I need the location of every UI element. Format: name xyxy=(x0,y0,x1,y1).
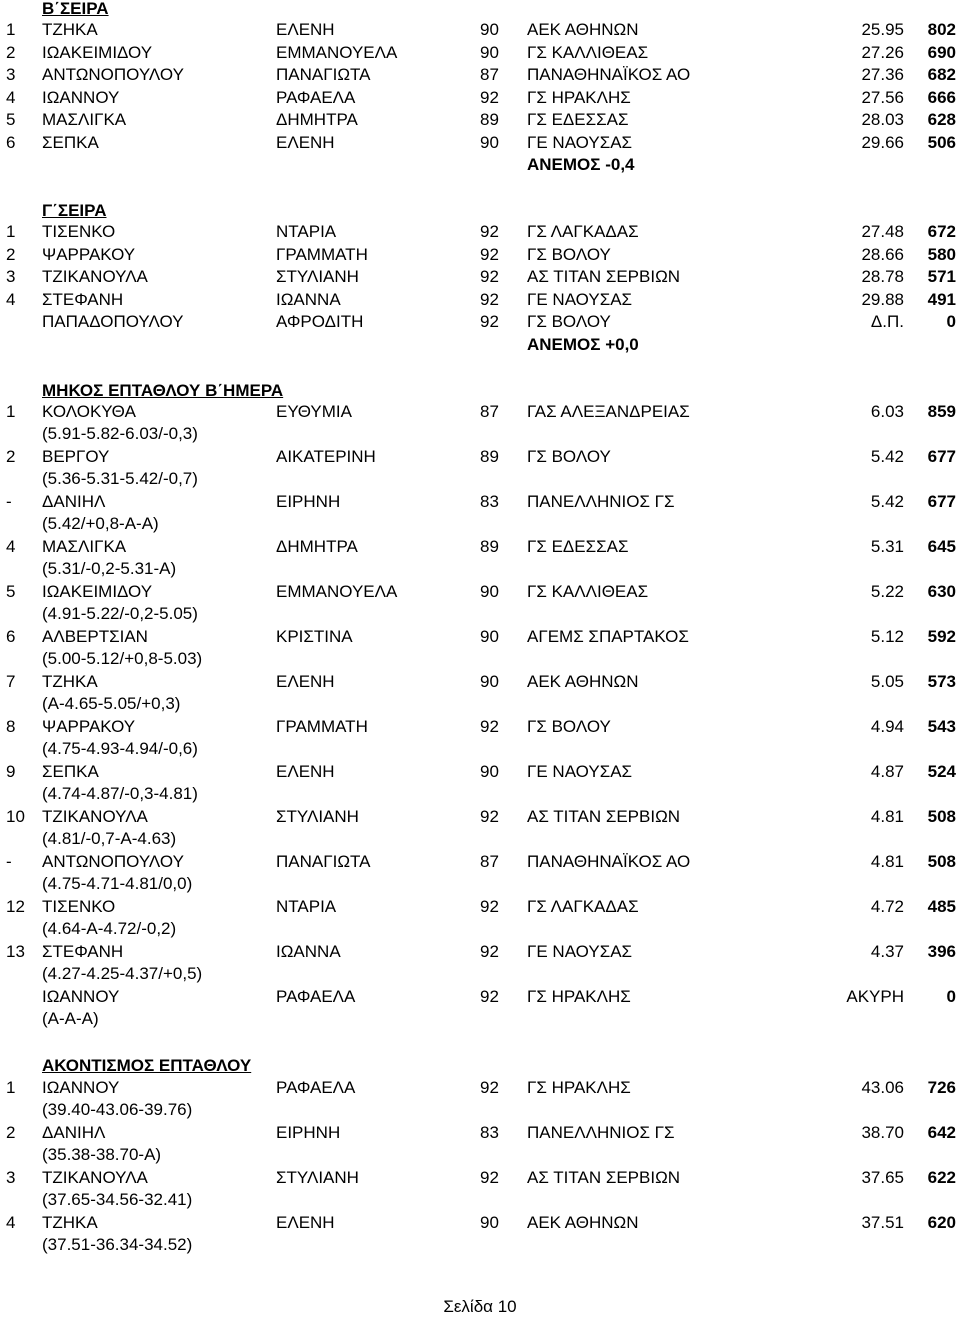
club-cell: ΓΣ ΗΡΑΚΛΗΣ xyxy=(527,987,631,1006)
rank-cell: 4 xyxy=(6,1213,16,1232)
result-cell: 5.31 xyxy=(870,537,904,556)
firstname-cell: ΕΙΡΗΝΗ xyxy=(276,492,341,511)
club-cell: ΠΑΝΑΘΗΝΑΪΚΟΣ ΑΟ xyxy=(527,852,691,871)
surname-cell: ΔΑΝΙΗΛ xyxy=(42,1123,106,1142)
attempts-detail: (5.91-5.82-6.03/-0,3) xyxy=(42,424,198,443)
surname-cell: ΜΑΣΛΙΓΚΑ xyxy=(42,537,127,556)
surname-cell: ΣΕΠΚΑ xyxy=(42,762,99,781)
birth-year-cell: 89 xyxy=(480,447,499,466)
result-cell: 37.65 xyxy=(861,1168,904,1187)
attempts-detail: (4.81/-0,7-Α-4.63) xyxy=(42,829,177,848)
attempts-detail: (5.00-5.12/+0,8-5.03) xyxy=(42,649,203,668)
club-cell: ΠΑΝΕΛΛΗΝΙΟΣ ΓΣ xyxy=(527,1123,675,1142)
club-cell: ΑΣ ΤΙΤΑΝ ΣΕΡΒΙΩΝ xyxy=(527,1168,681,1187)
table-row xyxy=(0,536,960,558)
firstname-cell: ΑΦΡΟΔΙΤΗ xyxy=(276,312,364,331)
club-cell: ΑΓΕΜΣ ΣΠΑΡΤΑΚΟΣ xyxy=(527,627,689,646)
attempts-detail-row xyxy=(0,603,960,625)
firstname-cell: ΓΡΑΜΜΑΤΗ xyxy=(276,244,368,264)
firstname-cell: ΣΤΥΛΙΑΝΗ xyxy=(276,1168,359,1187)
surname-cell: ΤΙΣΕΝΚΟ xyxy=(42,897,116,916)
result-cell: Δ.Π. xyxy=(870,312,904,331)
club-cell: ΓΕ ΝΑΟΥΣΑΣ xyxy=(527,289,633,309)
rank-cell: 10 xyxy=(6,807,25,826)
attempts-detail: (37.65-34.56-32.41) xyxy=(42,1190,193,1209)
points-cell: 726 xyxy=(927,1078,956,1097)
surname-cell: ΑΝΤΩΝΟΠΟΥΛΟΥ xyxy=(42,65,184,84)
table-row xyxy=(0,42,960,64)
surname-cell: ΙΩΑΚΕΙΜΙΔΟΥ xyxy=(42,42,153,62)
result-cell: 37.51 xyxy=(861,1213,904,1232)
attempts-detail: (39.40-43.06-39.76) xyxy=(42,1100,193,1119)
points-cell: 677 xyxy=(927,447,956,466)
table-row xyxy=(0,446,960,468)
surname-cell: ΑΝΤΩΝΟΠΟΥΛΟΥ xyxy=(42,852,184,871)
club-cell: ΓΣ ΒΟΛΟΥ xyxy=(527,244,611,264)
attempts-detail: (4.74-4.87/-0,3-4.81) xyxy=(42,784,198,803)
points-cell: 859 xyxy=(927,402,956,421)
attempts-detail: (5.42/+0,8-Α-Α) xyxy=(42,514,159,533)
firstname-cell: ΙΩΑΝΝΑ xyxy=(276,942,341,961)
wind-reading-text: ΑΝΕΜΟΣ +0,0 xyxy=(527,335,639,354)
club-cell: ΑΣ ΤΙΤΑΝ ΣΕΡΒΙΩΝ xyxy=(527,807,681,826)
club-cell: ΓΣ ΒΟΛΟΥ xyxy=(527,447,611,466)
attempts-detail-row xyxy=(0,1144,960,1166)
birth-year-cell: 83 xyxy=(480,492,499,511)
points-cell: 690 xyxy=(927,42,956,62)
points-cell: 543 xyxy=(927,717,956,736)
firstname-cell: ΡΑΦΑΕΛΑ xyxy=(276,1078,356,1097)
result-cell: 4.87 xyxy=(870,762,904,781)
firstname-cell: ΕΜΜΑΝΟΥΕΛΑ xyxy=(276,42,398,62)
club-cell: ΠΑΝΕΛΛΗΝΙΟΣ ΓΣ xyxy=(527,492,675,511)
table-row xyxy=(0,244,960,266)
club-cell: ΓΣ ΚΑΛΛΙΘΕΑΣ xyxy=(527,42,649,62)
birth-year-cell: 92 xyxy=(480,807,499,826)
table-row xyxy=(0,1212,960,1234)
table-row xyxy=(0,896,960,918)
points-cell: 802 xyxy=(927,20,956,39)
surname-cell: ΤΖΙΚΑΝΟΥΛΑ xyxy=(42,1168,148,1187)
page-footer: Σελίδα 10 xyxy=(443,1297,517,1316)
section-title-text: Γ΄ΣΕΙΡΑ xyxy=(42,201,107,220)
birth-year-cell: 92 xyxy=(480,222,499,241)
result-cell: 5.42 xyxy=(870,447,904,466)
surname-cell: ΙΩΑΝΝΟΥ xyxy=(42,1078,120,1097)
points-cell: 508 xyxy=(927,852,956,871)
result-cell: 27.56 xyxy=(861,87,904,107)
table-row xyxy=(0,986,960,1008)
result-cell: 4.72 xyxy=(870,897,904,916)
points-cell: 524 xyxy=(927,762,956,781)
surname-cell: ΨΑΡΡΑΚΟΥ xyxy=(42,717,136,736)
wind-reading xyxy=(0,334,960,356)
club-cell: ΓΣ ΗΡΑΚΛΗΣ xyxy=(527,87,631,107)
rank-cell: 1 xyxy=(6,402,16,421)
firstname-cell: ΔΗΜΗΤΡΑ xyxy=(276,110,358,129)
club-cell: ΓΣ ΒΟΛΟΥ xyxy=(527,717,611,736)
birth-year-cell: 92 xyxy=(480,987,499,1006)
points-cell: 485 xyxy=(927,897,956,916)
rank-cell: 7 xyxy=(6,672,16,691)
result-cell: 38.70 xyxy=(861,1123,904,1142)
birth-year-cell: 90 xyxy=(480,672,499,691)
attempts-detail-row xyxy=(0,963,960,985)
firstname-cell: ΣΤΥΛΙΑΝΗ xyxy=(276,807,359,826)
points-cell: 580 xyxy=(927,244,956,264)
attempts-detail-row xyxy=(0,1008,960,1030)
club-cell: ΑΕΚ ΑΘΗΝΩΝ xyxy=(527,672,639,691)
table-row xyxy=(0,941,960,963)
result-cell: 5.05 xyxy=(870,672,904,691)
result-cell: 6.03 xyxy=(870,402,904,421)
result-cell: 27.48 xyxy=(861,222,904,241)
firstname-cell: ΕΛΕΝΗ xyxy=(276,20,335,39)
birth-year-cell: 87 xyxy=(480,402,499,421)
attempts-detail-row xyxy=(0,558,960,580)
surname-cell: ΙΩΑΚΕΙΜΙΔΟΥ xyxy=(42,582,153,601)
attempts-detail-row xyxy=(0,873,960,895)
attempts-detail-row xyxy=(0,738,960,760)
club-cell: ΑΕΚ ΑΘΗΝΩΝ xyxy=(527,1213,639,1232)
club-cell: ΓΕ ΝΑΟΥΣΑΣ xyxy=(527,132,633,152)
surname-cell: ΙΩΑΝΝΟΥ xyxy=(42,87,120,107)
surname-cell: ΜΑΣΛΙΓΚΑ xyxy=(42,110,127,129)
birth-year-cell: 87 xyxy=(480,852,499,871)
rank-cell: 1 xyxy=(6,1078,16,1097)
surname-cell: ΣΤΕΦΑΝΗ xyxy=(42,289,124,309)
birth-year-cell: 89 xyxy=(480,537,499,556)
table-row xyxy=(0,87,960,109)
result-cell: 29.88 xyxy=(861,289,904,309)
rank-cell: 3 xyxy=(6,267,16,286)
attempts-detail-row xyxy=(0,513,960,535)
birth-year-cell: 90 xyxy=(480,627,499,646)
firstname-cell: ΕΛΕΝΗ xyxy=(276,1213,335,1232)
points-cell: 620 xyxy=(927,1213,956,1232)
surname-cell: ΤΖΙΚΑΝΟΥΛΑ xyxy=(42,807,148,826)
birth-year-cell: 89 xyxy=(480,110,499,129)
birth-year-cell: 87 xyxy=(480,65,499,84)
surname-cell: ΒΕΡΓΟΥ xyxy=(42,447,110,466)
surname-cell: ΚΟΛΟΚΥΘΑ xyxy=(42,402,136,421)
result-cell: ΑΚΥΡΗ xyxy=(846,987,904,1006)
section-title-text: Β΄ΣΕΙΡΑ xyxy=(42,0,109,18)
firstname-cell: ΡΑΦΑΕΛΑ xyxy=(276,87,356,107)
points-cell: 592 xyxy=(927,627,956,646)
attempts-detail: (4.75-4.93-4.94/-0,6) xyxy=(42,739,198,758)
table-row xyxy=(0,851,960,873)
table-row xyxy=(0,761,960,783)
firstname-cell: ΡΑΦΑΕΛΑ xyxy=(276,987,356,1006)
firstname-cell: ΙΩΑΝΝΑ xyxy=(276,289,341,309)
rank-cell: 8 xyxy=(6,717,16,736)
surname-cell: ΤΖΗΚΑ xyxy=(42,672,98,691)
points-cell: 672 xyxy=(927,222,956,241)
club-cell: ΓΣ ΛΑΓΚΑΔΑΣ xyxy=(527,897,639,916)
surname-cell: ΤΖΙΚΑΝΟΥΛΑ xyxy=(42,267,148,286)
table-row xyxy=(0,109,960,131)
result-cell: 28.03 xyxy=(861,110,904,129)
firstname-cell: ΝΤΑΡΙΑ xyxy=(276,222,337,241)
result-cell: 28.66 xyxy=(861,244,904,264)
attempts-detail-row xyxy=(0,468,960,490)
attempts-detail: (5.31/-0,2-5.31-Α) xyxy=(42,559,177,578)
birth-year-cell: 92 xyxy=(480,1168,499,1187)
points-cell: 628 xyxy=(927,110,956,129)
attempts-detail: (5.36-5.31-5.42/-0,7) xyxy=(42,469,198,488)
section-title xyxy=(0,0,960,20)
birth-year-cell: 92 xyxy=(480,244,499,264)
attempts-detail: (37.51-36.34-34.52) xyxy=(42,1235,193,1254)
firstname-cell: ΠΑΝΑΓΙΩΤΑ xyxy=(276,65,371,84)
club-cell: ΓΑΣ ΑΛΕΞΑΝΔΡΕΙΑΣ xyxy=(527,402,690,421)
rank-cell: 2 xyxy=(6,1123,16,1142)
rank-cell: 6 xyxy=(6,132,16,152)
birth-year-cell: 92 xyxy=(480,267,499,286)
surname-cell: ΔΑΝΙΗΛ xyxy=(42,492,106,511)
attempts-detail: (4.91-5.22/-0,2-5.05) xyxy=(42,604,198,623)
table-row xyxy=(0,806,960,828)
section-title-text: ΑΚΟΝΤΙΣΜΟΣ ΕΠΤΑΘΛΟΥ xyxy=(42,1056,252,1075)
birth-year-cell: 90 xyxy=(480,1213,499,1232)
surname-cell: ΣΕΠΚΑ xyxy=(42,132,99,152)
attempts-detail-row xyxy=(0,1099,960,1121)
points-cell: 506 xyxy=(927,132,956,152)
firstname-cell: ΚΡΙΣΤΙΝΑ xyxy=(276,627,353,646)
rank-cell: 5 xyxy=(6,110,16,129)
wind-reading-text: ΑΝΕΜΟΣ -0,4 xyxy=(527,155,635,174)
result-cell: 4.94 xyxy=(870,717,904,736)
firstname-cell: ΕΙΡΗΝΗ xyxy=(276,1123,341,1142)
attempts-detail-row xyxy=(0,828,960,850)
points-cell: 630 xyxy=(927,582,956,601)
points-cell: 0 xyxy=(946,987,956,1006)
rank-cell: 3 xyxy=(6,1168,16,1187)
birth-year-cell: 90 xyxy=(480,20,499,39)
birth-year-cell: 92 xyxy=(480,312,499,331)
birth-year-cell: 92 xyxy=(480,289,499,309)
club-cell: ΑΕΚ ΑΘΗΝΩΝ xyxy=(527,20,639,39)
attempts-detail-row xyxy=(0,1234,960,1256)
section-title-text: ΜΗΚΟΣ ΕΠΤΑΘΛΟΥ Β΄ΗΜΕΡΑ xyxy=(42,381,284,400)
table-row xyxy=(0,19,960,41)
rank-cell: 4 xyxy=(6,289,16,309)
rank-cell: 2 xyxy=(6,244,16,264)
table-row xyxy=(0,266,960,288)
result-cell: 4.37 xyxy=(870,942,904,961)
table-row xyxy=(0,626,960,648)
points-cell: 642 xyxy=(927,1123,956,1142)
result-cell: 4.81 xyxy=(870,807,904,826)
rank-cell: 1 xyxy=(6,20,16,39)
club-cell: ΓΣ ΛΑΓΚΑΔΑΣ xyxy=(527,222,639,241)
attempts-detail-row xyxy=(0,648,960,670)
birth-year-cell: 90 xyxy=(480,42,499,62)
firstname-cell: ΑΙΚΑΤΕΡΙΝΗ xyxy=(276,447,376,466)
points-cell: 677 xyxy=(927,492,956,511)
firstname-cell: ΕΛΕΝΗ xyxy=(276,672,335,691)
attempts-detail-row xyxy=(0,783,960,805)
points-cell: 491 xyxy=(927,289,956,309)
section-title xyxy=(0,200,960,222)
attempts-detail: (4.75-4.71-4.81/0,0) xyxy=(42,874,193,893)
points-cell: 622 xyxy=(927,1168,956,1187)
result-cell: 4.81 xyxy=(870,852,904,871)
rank-cell: 13 xyxy=(6,942,25,961)
attempts-detail: (Α-Α-Α) xyxy=(42,1009,99,1028)
surname-cell: ΠΑΠΑΔΟΠΟΥΛΟΥ xyxy=(42,312,184,331)
wind-reading xyxy=(0,154,960,176)
club-cell: ΓΣ ΕΔΕΣΣΑΣ xyxy=(527,537,629,556)
surname-cell: ΙΩΑΝΝΟΥ xyxy=(42,987,120,1006)
club-cell: ΓΣ ΕΔΕΣΣΑΣ xyxy=(527,110,629,129)
result-cell: 25.95 xyxy=(861,20,904,39)
club-cell: ΓΣ ΚΑΛΛΙΘΕΑΣ xyxy=(527,582,649,601)
table-row xyxy=(0,311,960,333)
section-title xyxy=(0,380,960,402)
result-cell: 5.12 xyxy=(870,627,904,646)
surname-cell: ΤΖΗΚΑ xyxy=(42,20,98,39)
rank-cell: 1 xyxy=(6,222,16,241)
points-cell: 573 xyxy=(927,672,956,691)
table-row xyxy=(0,64,960,86)
birth-year-cell: 92 xyxy=(480,717,499,736)
attempts-detail-row xyxy=(0,423,960,445)
birth-year-cell: 90 xyxy=(480,132,499,152)
club-cell: ΓΕ ΝΑΟΥΣΑΣ xyxy=(527,762,633,781)
result-cell: 5.22 xyxy=(870,582,904,601)
rank-cell: 6 xyxy=(6,627,16,646)
birth-year-cell: 92 xyxy=(480,897,499,916)
rank-cell: 5 xyxy=(6,582,16,601)
club-cell: ΓΣ ΒΟΛΟΥ xyxy=(527,312,611,331)
result-cell: 5.42 xyxy=(870,492,904,511)
rank-cell: 4 xyxy=(6,537,16,556)
surname-cell: ΤΙΣΕΝΚΟ xyxy=(42,222,116,241)
attempts-detail-row xyxy=(0,918,960,940)
table-row xyxy=(0,289,960,311)
surname-cell: ΣΤΕΦΑΝΗ xyxy=(42,942,124,961)
points-cell: 645 xyxy=(927,537,956,556)
firstname-cell: ΣΤΥΛΙΑΝΗ xyxy=(276,267,359,286)
birth-year-cell: 92 xyxy=(480,87,499,107)
rank-cell: 3 xyxy=(6,65,16,84)
firstname-cell: ΕΜΜΑΝΟΥΕΛΑ xyxy=(276,582,398,601)
table-row xyxy=(0,1167,960,1189)
firstname-cell: ΝΤΑΡΙΑ xyxy=(276,897,337,916)
table-row xyxy=(0,221,960,243)
birth-year-cell: 92 xyxy=(480,1078,499,1097)
surname-cell: ΤΖΗΚΑ xyxy=(42,1213,98,1232)
result-cell: 27.26 xyxy=(861,42,904,62)
table-row xyxy=(0,1122,960,1144)
firstname-cell: ΔΗΜΗΤΡΑ xyxy=(276,537,358,556)
firstname-cell: ΕΛΕΝΗ xyxy=(276,762,335,781)
points-cell: 396 xyxy=(927,942,956,961)
firstname-cell: ΓΡΑΜΜΑΤΗ xyxy=(276,717,368,736)
table-row xyxy=(0,401,960,423)
club-cell: ΠΑΝΑΘΗΝΑΪΚΟΣ ΑΟ xyxy=(527,65,691,84)
points-cell: 682 xyxy=(927,65,956,84)
club-cell: ΑΣ ΤΙΤΑΝ ΣΕΡΒΙΩΝ xyxy=(527,267,681,286)
attempts-detail-row xyxy=(0,693,960,715)
rank-cell: 12 xyxy=(6,897,25,916)
points-cell: 666 xyxy=(927,87,956,107)
firstname-cell: ΕΛΕΝΗ xyxy=(276,132,335,152)
birth-year-cell: 92 xyxy=(480,942,499,961)
table-row xyxy=(0,581,960,603)
rank-cell: 2 xyxy=(6,42,16,62)
rank-cell: 9 xyxy=(6,762,16,781)
result-cell: 27.36 xyxy=(861,65,904,84)
attempts-detail: (4.27-4.25-4.37/+0,5) xyxy=(42,964,203,983)
table-row xyxy=(0,491,960,513)
table-row xyxy=(0,671,960,693)
club-cell: ΓΣ ΗΡΑΚΛΗΣ xyxy=(527,1078,631,1097)
table-row xyxy=(0,132,960,154)
birth-year-cell: 90 xyxy=(480,762,499,781)
firstname-cell: ΕΥΘΥΜΙΑ xyxy=(276,402,352,421)
result-cell: 28.78 xyxy=(861,267,904,286)
rank-cell: - xyxy=(6,492,12,511)
table-row xyxy=(0,1077,960,1099)
rank-cell: 4 xyxy=(6,87,16,107)
result-cell: 29.66 xyxy=(861,132,904,152)
points-cell: 571 xyxy=(927,267,956,286)
table-row xyxy=(0,716,960,738)
attempts-detail: (35.38-38.70-Α) xyxy=(42,1145,162,1164)
club-cell: ΓΕ ΝΑΟΥΣΑΣ xyxy=(527,942,633,961)
section-title xyxy=(0,1055,960,1077)
points-cell: 508 xyxy=(927,807,956,826)
attempts-detail: (Α-4.65-5.05/+0,3) xyxy=(42,694,181,713)
surname-cell: ΨΑΡΡΑΚΟΥ xyxy=(42,244,136,264)
result-cell: 43.06 xyxy=(861,1078,904,1097)
rank-cell: - xyxy=(6,852,12,871)
rank-cell: 2 xyxy=(6,447,16,466)
firstname-cell: ΠΑΝΑΓΙΩΤΑ xyxy=(276,852,371,871)
points-cell: 0 xyxy=(946,312,956,331)
surname-cell: ΑΛΒΕΡΤΣΙΑΝ xyxy=(42,627,148,646)
attempts-detail-row xyxy=(0,1189,960,1211)
attempts-detail: (4.64-Α-4.72/-0,2) xyxy=(42,919,177,938)
birth-year-cell: 90 xyxy=(480,582,499,601)
birth-year-cell: 83 xyxy=(480,1123,499,1142)
